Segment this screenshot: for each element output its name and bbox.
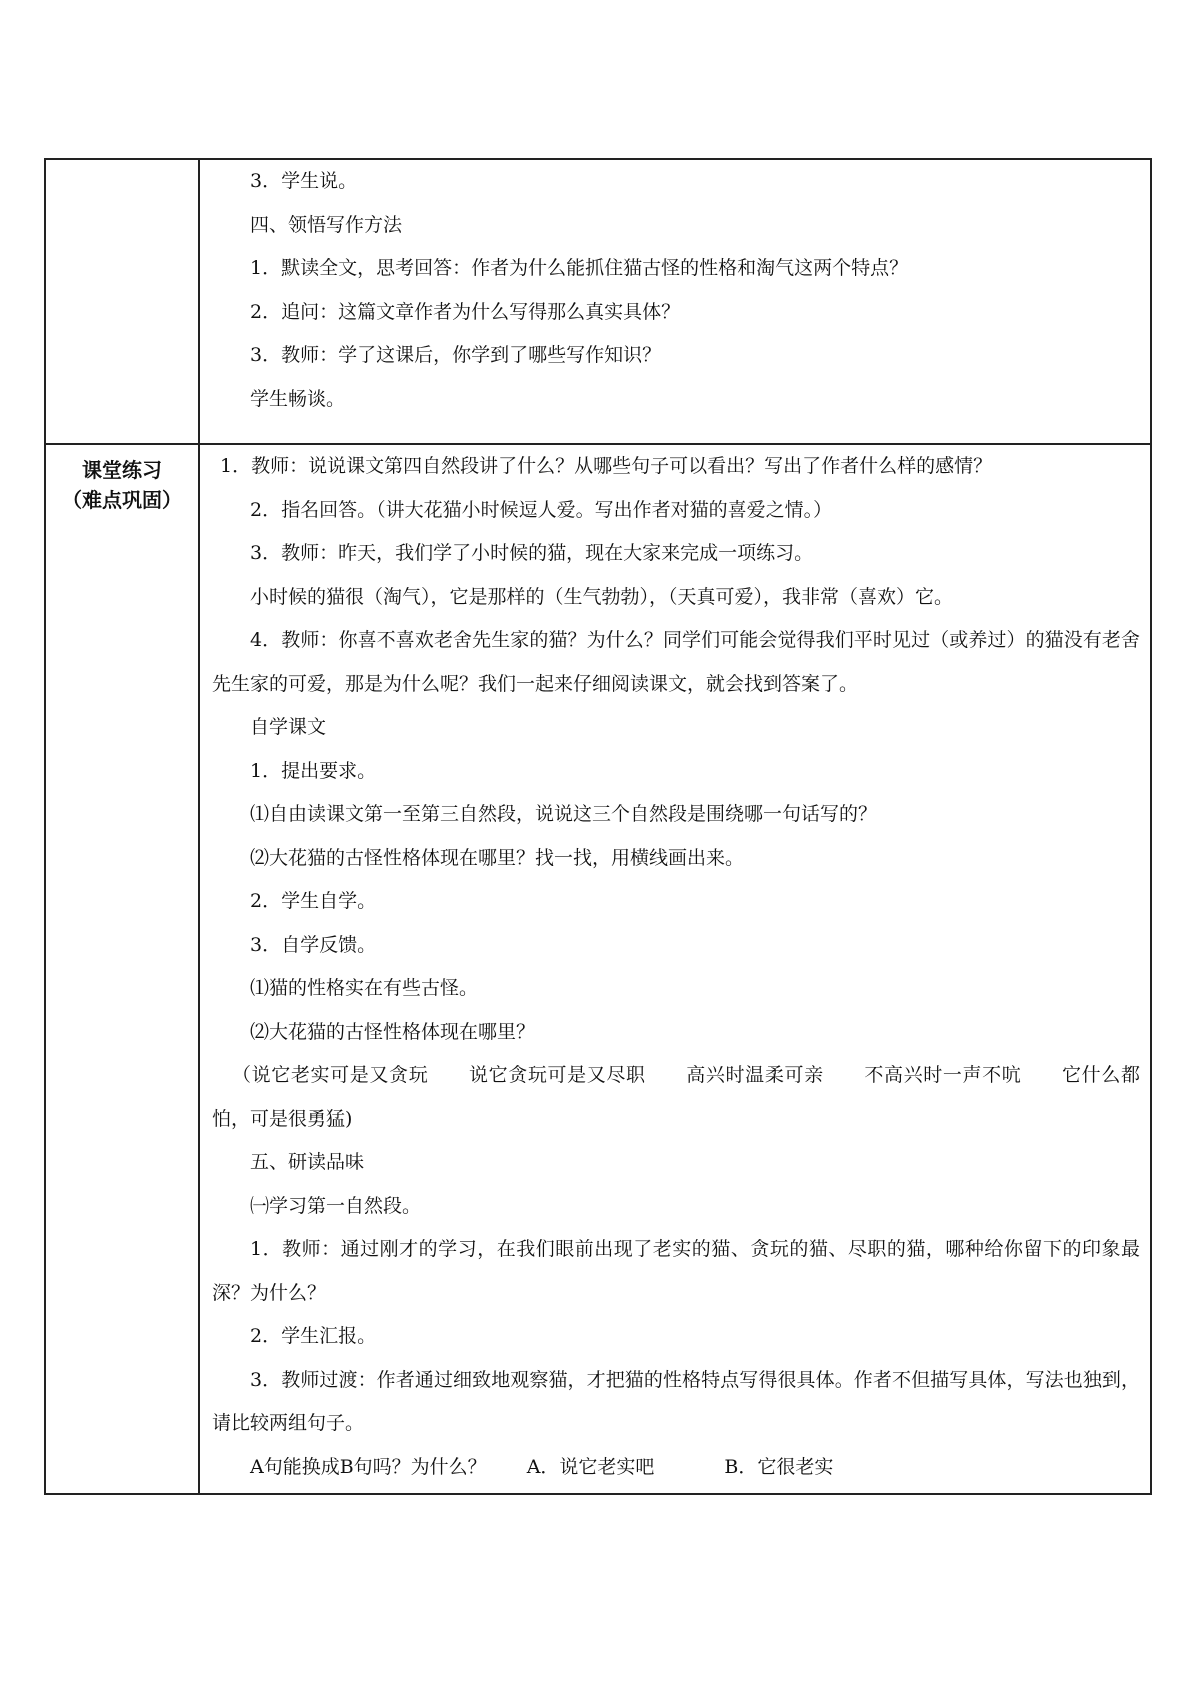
trait-phrase: 说它贪玩可是又尽职	[468, 1064, 646, 1086]
text-line: 3．教师：昨天，我们学了小时候的猫，现在大家来完成一项练习。	[250, 542, 814, 564]
section-heading: 自学课文	[250, 716, 327, 738]
text-line: 3．教师：学了这课后，你学到了哪些写作知识？	[250, 344, 662, 366]
text-line: 学生畅谈。	[250, 387, 346, 410]
comparison-option-b: B．它很老实	[724, 1455, 834, 1478]
section-heading: 五、研读品味	[250, 1151, 365, 1173]
comparison-question: A句能换成B句吗？为什么？	[250, 1455, 487, 1478]
table-row	[45, 444, 1151, 1494]
text-line: 2．追问：这篇文章作者为什么写得那么真实具体？	[250, 300, 681, 323]
text-paragraph: 3．教师过渡：作者通过细致地观察猫，才把猫的性格特点写得很具体。作者不但描写具体，写法也独到，请比较两组句子。	[212, 1368, 1140, 1434]
text-line: ㈠学习第一自然段。	[250, 1194, 422, 1217]
text-line: 1．教师：说说课文第四自然段讲了什么？从哪些句子可以看出？写出了作者什么样的感情？	[220, 455, 993, 477]
text-line: 2．学生汇报。	[250, 1325, 377, 1347]
row-label-empty	[45, 159, 199, 444]
lesson-plan-table	[44, 158, 1152, 1495]
row-label-subtitle: （难点巩固）	[62, 488, 182, 512]
row-label-practice	[45, 444, 199, 1494]
trait-phrase: （说它老实可是又贪玩	[232, 1064, 429, 1086]
row-label-title: 课堂练习	[82, 458, 162, 482]
text-line: 3．自学反馈。	[250, 933, 377, 956]
content-block-top	[200, 160, 1150, 443]
text-line: 1．提出要求。	[250, 759, 377, 782]
comparison-option-a: A．说它老实吧	[526, 1455, 655, 1478]
trait-phrase: 它什么都怕，可是很勇猛)	[212, 1064, 1140, 1130]
text-paragraph	[212, 1054, 1140, 1141]
content-block-practice	[200, 445, 1150, 1493]
text-line: ⑴自由读课文第一至第三自然段，说说这三个自然段是围绕哪一句话写的？	[250, 803, 878, 825]
trait-phrase: 不高兴时一声不吭	[863, 1064, 1022, 1086]
text-paragraph: 4．教师：你喜不喜欢老舍先生家的猫？为什么？同学们可能会觉得我们平时见过（或养过）的猫没有老舍先生家的可爱，那是为什么呢？我们一起来仔细阅读课文，就会找到答案了。	[212, 629, 1140, 695]
text-line: ⑴猫的性格实在有些古怪。	[250, 977, 479, 999]
text-line	[212, 1446, 1140, 1490]
text-line: 3．学生说。	[250, 170, 358, 192]
trait-phrase: 高兴时温柔可亲	[685, 1064, 824, 1086]
content-cell-practice	[199, 444, 1151, 1494]
content-cell-top	[199, 159, 1151, 444]
text-line: 2．指名回答。（讲大花猫小时候逗人爱。写出作者对猫的喜爱之情。）	[250, 498, 833, 521]
text-paragraph: 1．教师：通过刚才的学习，在我们眼前出现了老实的猫、贪玩的猫、尽职的猫，哪种给你留下的印象最深？为什么？	[212, 1238, 1140, 1304]
text-line: ⑵大花猫的古怪性格体现在哪里？找一找，用横线画出来。	[250, 846, 745, 869]
section-heading: 四、领悟写作方法	[250, 213, 403, 236]
text-line: ⑵大花猫的古怪性格体现在哪里？	[250, 1020, 536, 1043]
text-line: 小时候的猫很（淘气），它是那样的（生气勃勃），（天真可爱），我非常（喜欢）它。	[250, 585, 954, 608]
text-line: 2．学生自学。	[250, 890, 377, 912]
table-row	[45, 159, 1151, 444]
text-line: 1．默读全文，思考回答：作者为什么能抓住猫古怪的性格和淘气这两个特点？	[250, 257, 909, 279]
